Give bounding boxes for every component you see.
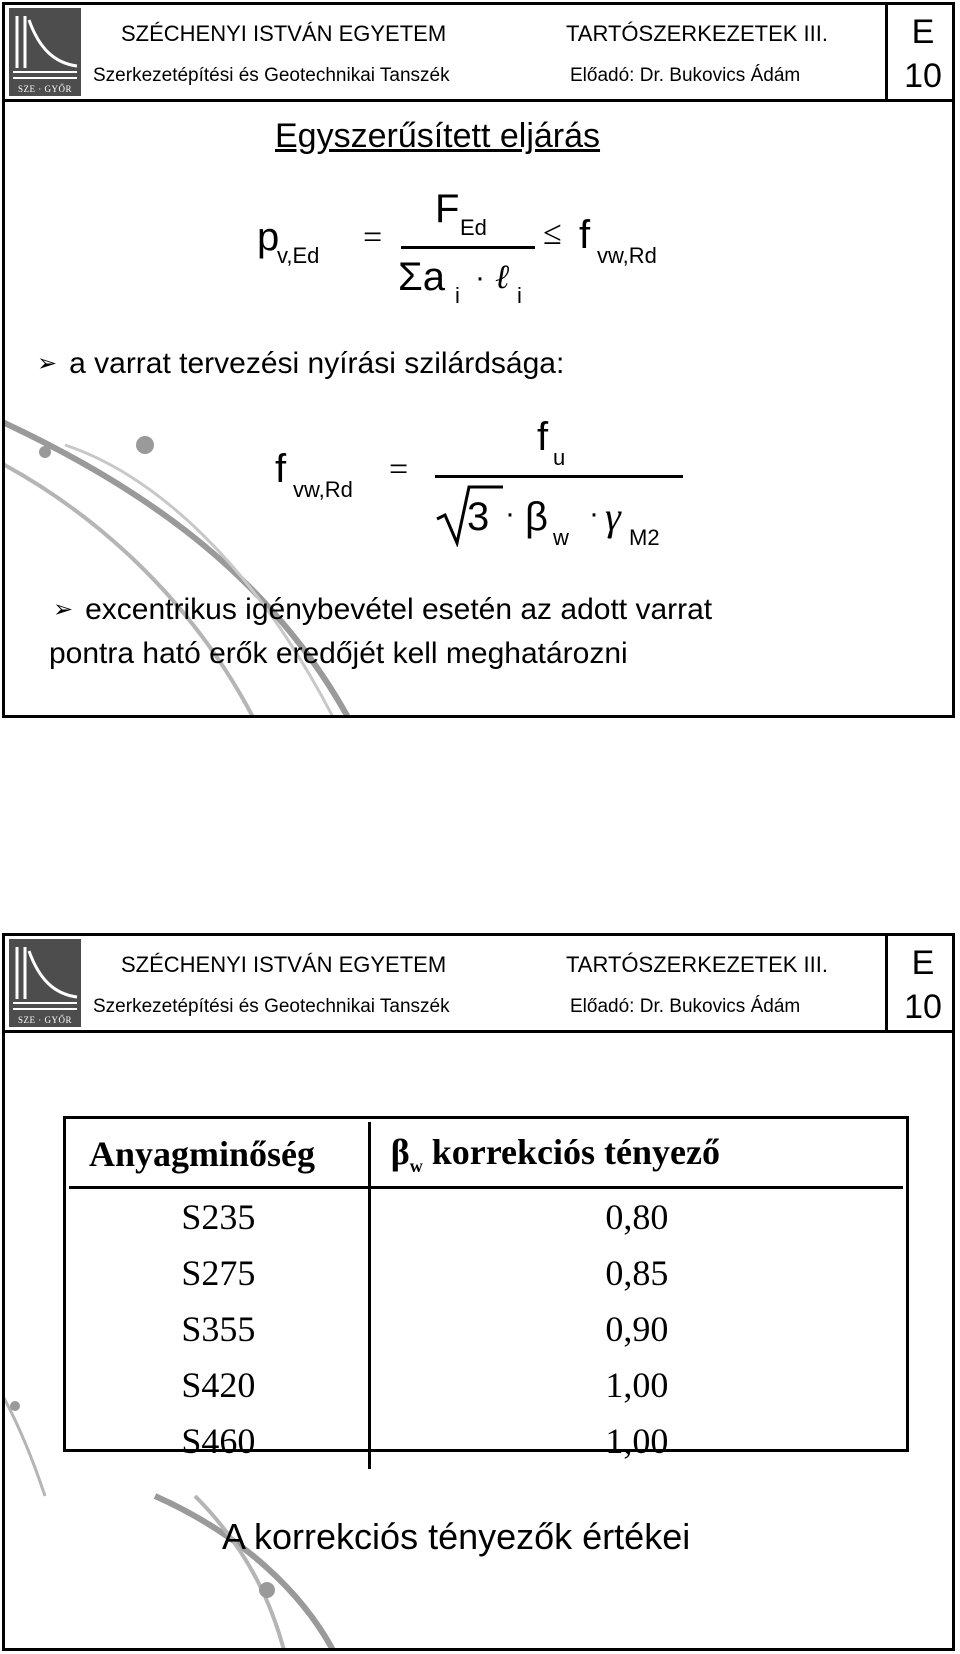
slide-title: Egyszerűsített eljárás <box>275 117 601 155</box>
slide-code-number: 10 <box>904 988 942 1026</box>
table-row <box>69 1188 903 1246</box>
correction-factor-cell: 1,00 <box>605 1421 669 1461</box>
lecturer-name: Előadó: Dr. Bukovics Ádám <box>570 65 801 86</box>
slide-code-letter: E <box>911 13 935 51</box>
steel-grade-cell: S420 <box>69 1357 369 1413</box>
lecturer-name: Előadó: Dr. Bukovics Ádám <box>570 996 801 1017</box>
correction-factor-table <box>63 1116 909 1461</box>
fraction-bar <box>401 246 535 249</box>
course-title: TARTÓSZERKEZETEK III. <box>566 21 829 46</box>
department-name: Szerkezetépítési és Geotechnikai Tanszék <box>93 65 450 86</box>
slide-header <box>5 5 952 102</box>
bullet-eccentric-load-line2: pontra ható erők eredőjét kell meghatározni <box>49 637 628 670</box>
table-row <box>69 1301 903 1357</box>
university-name: SZÉCHENYI ISTVÁN EGYETEM <box>121 952 447 977</box>
steel-grade-cell: S355 <box>69 1301 369 1357</box>
table-row <box>69 1413 903 1469</box>
correction-factor-cell: 0,80 <box>605 1197 669 1237</box>
table-row <box>69 1245 903 1301</box>
department-name: Szerkezetépítési és Geotechnikai Tanszék <box>93 996 450 1017</box>
arrow-bullet-icon: ➢ <box>37 350 58 377</box>
fraction-bar <box>435 475 683 478</box>
steel-grade-cell: S275 <box>69 1245 369 1301</box>
table-row <box>69 1357 903 1413</box>
university-logo: SZE · GYŐR <box>9 8 81 96</box>
column-header-grade: Anyagminőség <box>69 1122 369 1188</box>
table-body <box>69 1188 903 1470</box>
steel-grade-cell: S235 <box>69 1188 369 1246</box>
bullet-shear-strength: ➢ a varrat tervezési nyírási szilárdsága: <box>37 347 565 380</box>
table-header-row <box>69 1122 903 1188</box>
slide-header <box>5 936 952 1033</box>
correction-factor-cell: 0,85 <box>605 1253 669 1293</box>
slide-code-box <box>885 936 955 1033</box>
steel-grade-cell: S460 <box>69 1413 369 1469</box>
arrow-bullet-icon: ➢ <box>53 596 74 623</box>
slide-code-box <box>885 5 955 102</box>
column-header-factor: $\beta_w$ korrekciós tényező <box>369 1122 903 1188</box>
slide-1: SZE · GYŐR SZÉCHENYI ISTVÁN EGYETEM Szerkezetépítési és Geotechnikai Tanszék TARTÓSZERKEZETEK III. Előadó: Dr. Bukovics Ádám E 10 Egyszerűsített eljárás p v,Ed = F Ed Σa i · ℓ i ≤ f vw,Rd ➢ a varrat tervezési nyírási szilárdsága: f vw,Rd = f u 3 · β w · γ M2 ➢ excentrikus igénybevétel esetén az adott varrat pontra ható erők eredőjét kell meghatározni <box>2 2 955 718</box>
table-caption: A korrekciós tényezők értékei <box>222 1516 691 1557</box>
slide-code-number: 10 <box>904 57 942 95</box>
bullet-eccentric-load: ➢ excentrikus igénybevétel esetén az adott varrat <box>53 593 713 626</box>
correction-factor-cell: 0,90 <box>605 1309 669 1349</box>
slide-2 <box>2 933 955 1651</box>
slide-code-letter: E <box>911 944 935 982</box>
university-logo: SZE · GYŐR <box>9 939 81 1027</box>
course-title: TARTÓSZERKEZETEK III. <box>566 952 829 977</box>
correction-factor-cell: 1,00 <box>605 1365 669 1405</box>
university-name: SZÉCHENYI ISTVÁN EGYETEM <box>121 21 447 46</box>
